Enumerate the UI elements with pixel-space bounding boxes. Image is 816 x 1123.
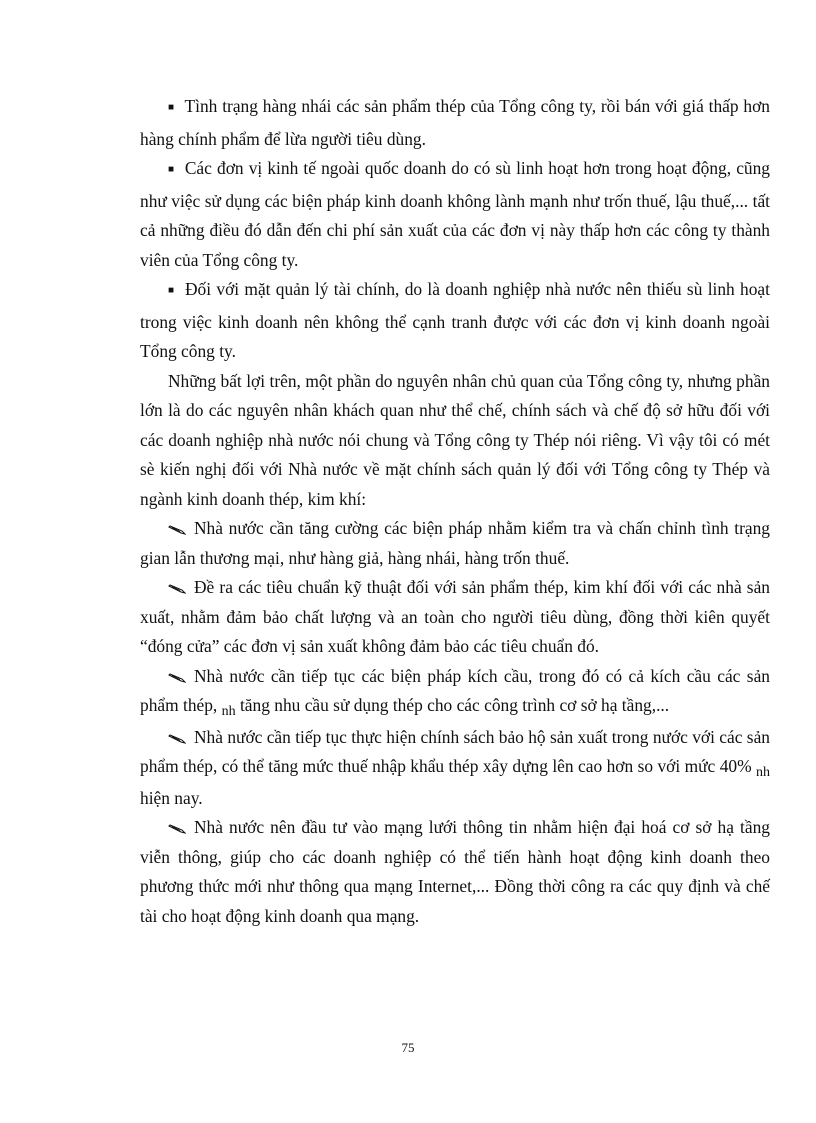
recommendation-paragraph [140,662,770,723]
recommendation-text: tăng nhu cầu sử dụng thép cho các công trình cơ sở hạ tầng,... [235,695,670,715]
subscript-fragment: nh [221,704,236,719]
bullet-paragraph: ■ Tình trạng hàng nhái các sản phẩm thép của Tổng công ty, rồi bán với giá thấp hơn hàng chính phẩm để lừa người tiêu dùng. [140,92,770,154]
recommendation-paragraph [140,723,770,814]
pencil-bullet-icon [168,734,186,744]
recommendation-text: hiện nay. [140,787,203,808]
body-paragraph: Những bất lợi trên, một phần do nguyên nhân chủ quan của Tổng công ty, nhưng phần lớn là do các nguyên nhân khách quan như thể chế, chính sách và chế độ sở hữu đối với các doanh nghiệp nhà nước nói chung và Tổng công ty Thép nói riêng. Vì vậy tôi có mét sè kiến nghị đối với Nhà nước về mặt chính sách quản lý đối với Tổng công ty Thép và ngành kinh doanh thép, kim khí: [140,370,770,509]
recommendation-text: Nhà nước nên đầu tư vào mạng lưới thông tin nhằm hiện đại hoá cơ sở hạ tầng viễn thông, giúp cho các doanh nghiệp có thể tiến hành hoạt động kinh doanh theo phương thức mới như thông qua mạng Internet,... Đồng thời công ra các quy định và chế tài cho hoạt động kinh doanh qua mạng. [140,817,770,926]
pencil-bullet-icon [168,584,186,594]
bullet-paragraph: ■ Các đơn vị kinh tế ngoài quốc doanh do có sù linh hoạt hơn trong hoạt động, cũng như việc sử dụng các biện pháp kinh doanh không lành mạnh như trốn thuế, lậu thuế,... tất cả những điều đó dẫn đến chi phí sản xuất của các đơn vị này thấp hơn các công ty thành viên của Tổng công ty. [140,154,770,275]
recommendation-paragraph [140,813,770,931]
recommendation-text: Đề ra các tiêu chuẩn kỹ thuật đối với sản phẩm thép, kim khí đối với các nhà sản xuất, nhằm đảm bảo chất lượng và an toàn cho người tiêu dùng, đồng thời kiên quyết “đóng cửa” các đơn vị sản xuất không đảm bảo các tiêu chuẩn đó. [140,577,770,656]
body-text [140,92,770,931]
recommendation-text: Nhà nước cần tiếp tục thực hiện chính sách bảo hộ sản xuất trong nước với các sản phẩm thép, có thể tăng mức thuế nhập khẩu thép xây dựng lên cao hơn so với mức 40% [140,726,770,776]
page-number: 75 [401,1040,415,1055]
subscript-fragment: nh [756,765,770,780]
pencil-bullet-icon [168,824,186,834]
pencil-bullet-icon [168,525,186,535]
pencil-bullet-icon [168,673,186,683]
recommendation-text: Nhà nước cần tiếp tục các biện pháp kích cầu, trong đó có cả kích cầu các sản phẩm thép, [140,665,770,715]
bullet-paragraph: ■ Đối với mặt quản lý tài chính, do là doanh nghiệp nhà nước nên thiếu sù linh hoạt trong việc kinh doanh nên không thể cạnh tranh được với các đơn vị kinh doanh ngoài Tổng công ty. [140,275,770,367]
recommendation-paragraph [140,573,770,662]
recommendation-paragraph [140,514,770,573]
recommendation-text: Nhà nước cần tăng cường các biện pháp nhằm kiểm tra và chấn chỉnh tình trạng gian lẫn thương mại, như hàng giả, hàng nhái, hàng trốn thuế. [140,518,770,568]
